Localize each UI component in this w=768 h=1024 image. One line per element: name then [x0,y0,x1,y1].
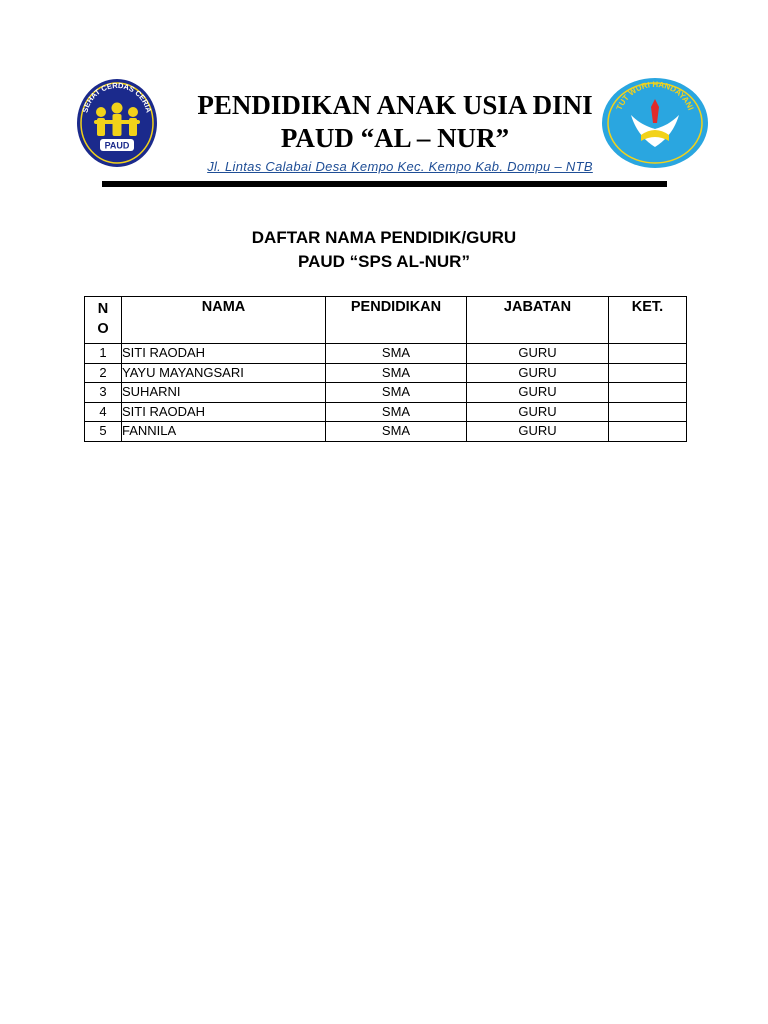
table-header-row [85,297,687,344]
tut-wuri-handayani-logo [601,77,709,169]
cell-ket [609,363,687,383]
header-nama: NAMA [122,297,326,344]
cell-jabatan: GURU [467,422,609,442]
cell-no: 1 [85,344,122,364]
cell-ket [609,402,687,422]
org-title: PENDIDIKAN ANAK USIA DINI [197,90,593,120]
cell-no: 4 [85,402,122,422]
cell-pendidikan: SMA [326,344,467,364]
cell-no: 3 [85,383,122,403]
cell-pendidikan: SMA [326,383,467,403]
table-row [85,383,687,403]
cell-no: 2 [85,363,122,383]
table-row [85,402,687,422]
tut-wuri-ring-text: TUT WURI HANDAYANI [614,79,696,112]
cell-nama: SITI RAODAH [122,402,326,422]
cell-jabatan: GURU [467,363,609,383]
cell-jabatan: GURU [467,402,609,422]
cell-jabatan: GURU [467,344,609,364]
cell-pendidikan: SMA [326,422,467,442]
table-row [85,422,687,442]
header-pendidikan: PENDIDIKAN [326,297,467,344]
paud-logo [76,78,158,168]
header-ket: KET. [609,297,687,344]
cell-nama: YAYU MAYANGSARI [122,363,326,383]
cell-nama: SUHARNI [122,383,326,403]
cell-pendidikan: SMA [326,363,467,383]
document-subtitle: PAUD “SPS AL-NUR” [298,252,470,271]
org-address: Jl. Lintas Calabai Desa Kempo Kec. Kempo Kab. Dompu – NTB [207,159,593,174]
cell-nama: FANNILA [122,422,326,442]
cell-no: 5 [85,422,122,442]
letterhead [0,0,768,200]
header-jabatan: JABATAN [467,297,609,344]
org-name: PAUD “AL – NUR” [280,123,510,153]
header-no: NO [85,297,122,344]
paud-logo-ring-text: SEHAT CERDAS CERIA [80,80,154,114]
table-row [85,344,687,364]
cell-jabatan: GURU [467,383,609,403]
table-row [85,363,687,383]
teacher-table [84,296,687,442]
paud-logo-label: PAUD [104,140,130,151]
cell-pendidikan: SMA [326,402,467,422]
letterhead-rule [102,181,667,187]
cell-ket [609,344,687,364]
cell-ket [609,422,687,442]
cell-nama: SITI RAODAH [122,344,326,364]
cell-ket [609,383,687,403]
document-title: DAFTAR NAMA PENDIDIK/GURU [251,228,517,247]
